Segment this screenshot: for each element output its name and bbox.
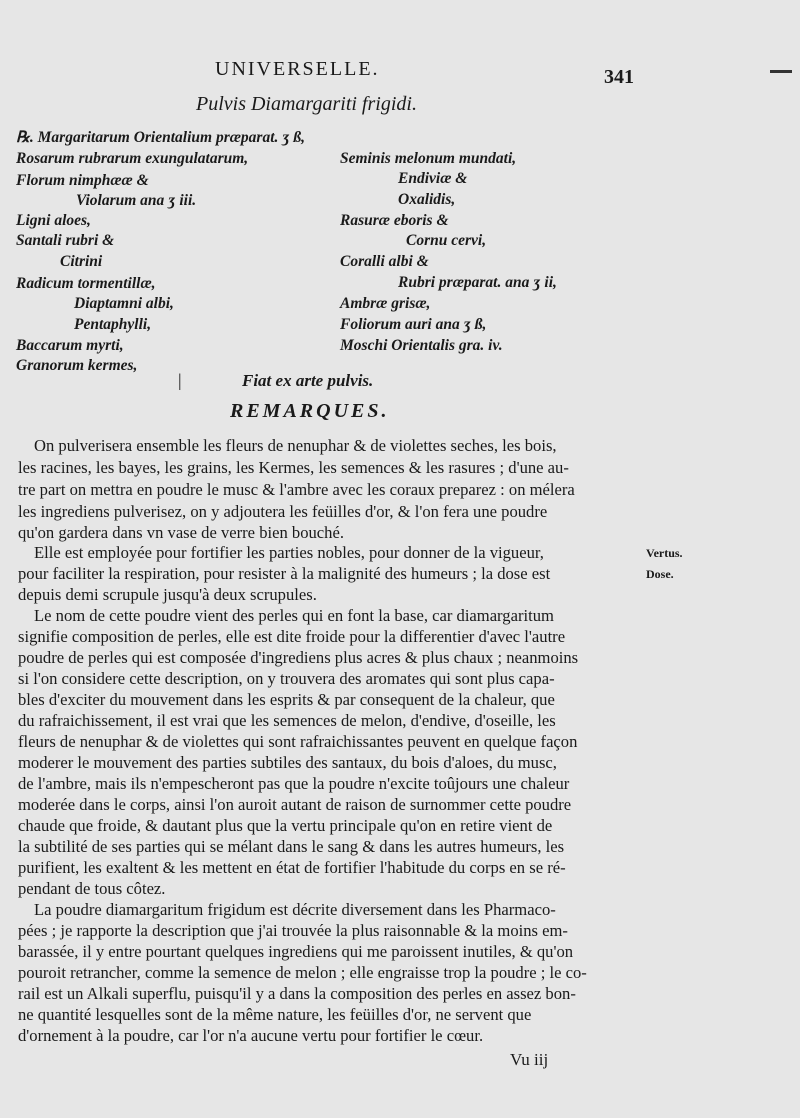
recipe-left-line: Rosarum rubrarum exungulatarum, bbox=[16, 150, 249, 167]
margin-note-vertus: Vertus. bbox=[646, 546, 683, 560]
recipe-right-line: Seminis melonum mundati, bbox=[340, 150, 517, 167]
body-line: Elle est employée pour fortifier les parties nobles, pour donner de la vigueur, bbox=[34, 543, 544, 562]
body-line: chaude que froide, & dautant plus que la vertu principale qu'on en retire vient de bbox=[18, 816, 553, 835]
running-head: UNIVERSELLE. bbox=[215, 58, 380, 80]
body-line: qu'on gardera dans vn vase de verre bien bouché. bbox=[18, 523, 344, 542]
body-line: Le nom de cette poudre vient des perles qui en font la base, car diamargaritum bbox=[34, 606, 554, 625]
recipe-right-line: Coralli albi & bbox=[340, 253, 429, 270]
body-line: les ingrediens pulverisez, on y adjoutera les feüilles d'or, & l'on fera une poudre bbox=[18, 502, 548, 521]
edge-mark bbox=[770, 70, 792, 73]
recipe-title: Pulvis Diamargariti frigidi. bbox=[196, 93, 417, 115]
recipe-right-line: Moschi Orientalis gra. iv. bbox=[340, 337, 503, 354]
recipe-right-line: Ambræ grisæ, bbox=[340, 295, 431, 312]
body-line: rail est un Alkali superflu, puisqu'il y a dans la composition des perles en assez bon- bbox=[18, 984, 576, 1003]
body-line: de l'ambre, mais ils n'empescheront pas que la poudre n'excite toûjours une chaleur bbox=[18, 774, 570, 793]
vertical-bar: | bbox=[178, 370, 182, 390]
body-line: pour faciliter la respiration, pour resister à la malignité des humeurs ; la dose est bbox=[18, 564, 551, 583]
recipe-left-line: Granorum kermes, bbox=[16, 357, 138, 374]
recipe-left-line: Citrini bbox=[60, 253, 103, 270]
body-line: si l'on considere cette description, on y trouvera des aromates qui sont plus capa- bbox=[18, 669, 555, 688]
recipe-right-line: Rasuræ eboris & bbox=[340, 212, 449, 229]
recipe-left-line: Florum nimphææ & bbox=[16, 172, 149, 189]
fiat-instruction: Fiat ex arte pulvis. bbox=[242, 371, 374, 390]
recipe-right-line: Oxalidis, bbox=[398, 191, 456, 208]
page-number: 341 bbox=[604, 66, 634, 88]
body-line: du rafraichissement, il est vrai que les semences de melon, d'endive, d'oseille, les bbox=[18, 711, 556, 730]
body-line: la subtilité de ses parties qui se mélant dans le sang & dans les autres humeurs, les bbox=[18, 837, 565, 856]
body-line: On pulverisera ensemble les fleurs de nenuphar & de violettes seches, les bois, bbox=[34, 436, 557, 455]
body-line: pouroit retrancher, comme la semence de melon ; elle engraisse trop la poudre ; le co- bbox=[18, 963, 587, 982]
recipe-left-line: Santali rubri & bbox=[16, 232, 115, 249]
body-line: pendant de tous côtez. bbox=[18, 879, 166, 898]
body-line: purifient, les exaltent & les mettent en état de fortifier l'habitude du corps en se ré- bbox=[18, 858, 566, 877]
body-line: moderer le mouvement des parties subtiles des santaux, du bois d'aloes, du musc, bbox=[18, 753, 557, 772]
remarques-heading: REMARQUES. bbox=[230, 400, 390, 422]
recipe-left-line: Violarum ana ʒ iii. bbox=[76, 192, 197, 209]
body-line: La poudre diamargaritum frigidum est décrite diversement dans les Pharmaco- bbox=[34, 900, 556, 919]
body-line: barassée, il y entre pourtant quelques ingrediens qui me paroissent inutiles, & qu'on bbox=[18, 942, 574, 961]
body-line: depuis demi scrupule jusqu'à deux scrupules. bbox=[18, 585, 317, 604]
body-line: pées ; je rapporte la description que j'ai trouvée la plus raisonnable & la moins em- bbox=[18, 921, 568, 940]
body-line: bles d'exciter du mouvement dans les esprits & par consequent de la chaleur, que bbox=[18, 690, 555, 709]
recipe-left-line: Diaptamni albi, bbox=[74, 295, 174, 312]
body-line: poudre de perles qui est composée d'ingrediens plus acres & plus chaux ; neanmoins bbox=[18, 648, 579, 667]
margin-note-dose: Dose. bbox=[646, 567, 674, 581]
recipe-left-line: Pentaphylli, bbox=[74, 316, 152, 333]
recipe-right-line: Rubri præparat. ana ʒ ii, bbox=[398, 274, 557, 291]
signature-mark: Vu iij bbox=[510, 1050, 549, 1069]
recipe-left-line: Radicum tormentillæ, bbox=[16, 275, 156, 292]
recipe-right-line: Foliorum auri ana ʒ ß, bbox=[340, 316, 487, 333]
recipe-left-line: Baccarum myrti, bbox=[16, 337, 124, 354]
recipe-right-line: Endiviæ & bbox=[398, 170, 468, 187]
body-line: fleurs de nenuphar & de violettes qui sont rafraichissantes peuvent en quelque façon bbox=[18, 732, 578, 751]
body-line: d'ornement à la poudre, car l'or n'a aucune vertu pour fortifier le cœur. bbox=[18, 1026, 484, 1045]
body-line: les racines, les bayes, les grains, les Kermes, les semences & les rasures ; d'une au- bbox=[18, 458, 569, 477]
recipe-right-line: Cornu cervi, bbox=[406, 232, 487, 249]
recipe-left-line: ℞. Margaritarum Orientalium præparat. ʒ ß, bbox=[16, 129, 306, 146]
body-line: moderée dans le corps, ainsi l'on auroit autant de raison de surnommer cette poudre bbox=[18, 795, 572, 814]
body-line: tre part on mettra en poudre le musc & l'ambre avec les coraux preparez : on mélera bbox=[18, 480, 575, 499]
recipe-left-line: Ligni aloes, bbox=[16, 212, 91, 229]
body-line: ne quantité lesquelles sont de la même nature, les feüilles d'or, ne servent que bbox=[18, 1005, 532, 1024]
body-line: signifie composition de perles, elle est dite froide pour la differentier d'avec l'autre bbox=[18, 627, 566, 646]
